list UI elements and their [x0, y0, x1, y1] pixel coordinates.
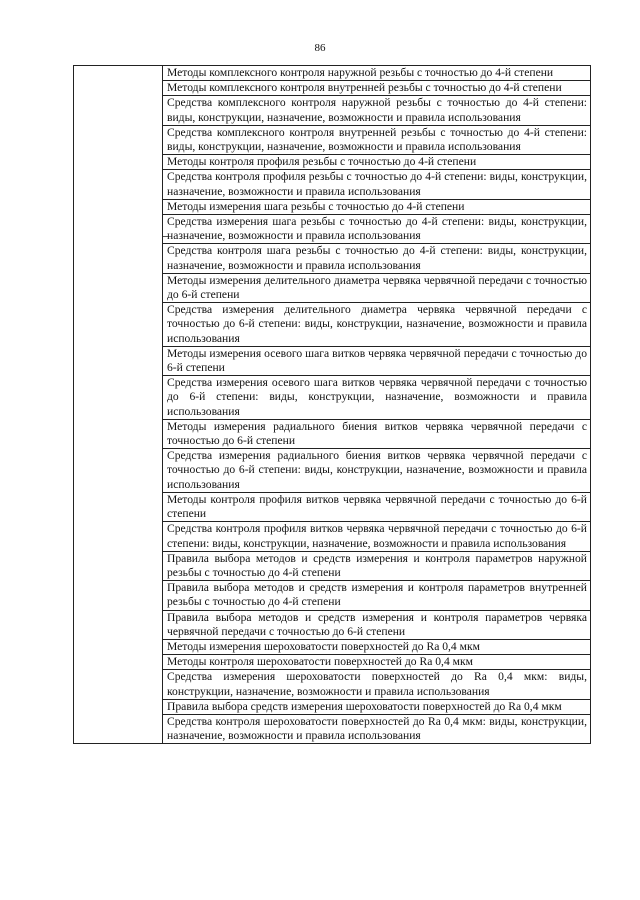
row-text-cell: Средства комплексного контроля внутренней резьбы с точностью до 4-й степени: виды, конструкции, назначение, возможности и правила использования	[163, 125, 591, 154]
row-text-cell: Средства измерения осевого шага витков червяка червячной передачи с точностью до 6-й степени: виды, конструкции, назначение, возможности и правила использования	[163, 376, 591, 420]
row-text-cell: Методы измерения радиального биения витков червяка червячной передачи с точностью до 6-й степени	[163, 419, 591, 448]
row-text-cell: Средства комплексного контроля наружной резьбы с точностью до 4-й степени: виды, конструкции, назначение, возможности и правила использования	[163, 96, 591, 125]
row-text-cell: Средства измерения шага резьбы с точностью до 4-й степени: виды, конструкции, назначение, возможности и правила использования	[163, 215, 591, 244]
row-text-cell: Методы комплексного контроля внутренней резьбы с точностью до 4-й степени	[163, 81, 591, 96]
row-text-cell: Правила выбора средств измерения шероховатости поверхностей до Ra 0,4 мкм	[163, 699, 591, 714]
row-text-cell: Средства измерения делительного диаметра червяка червячной передачи с точностью до 6-й степени: виды, конструкции, назначение, возможности и правила использования	[163, 303, 591, 347]
row-text-cell: Методы измерения осевого шага витков червяка червячной передачи с точностью до 6-й степени	[163, 346, 591, 375]
page-number: 86	[314, 42, 326, 54]
blank-column-cell	[74, 66, 163, 744]
row-text-cell: Средства контроля профиля резьбы с точностью до 4-й степени: виды, конструкции, назначение, возможности и правила использования	[163, 170, 591, 199]
row-text-cell: Средства измерения радиального биения витков червяка червячной передачи с точностью до 6-й степени: виды, конструкции, назначение, возможности и правила использования	[163, 449, 591, 493]
requirements-table	[73, 65, 591, 744]
row-text-cell: Правила выбора методов и средств измерения и контроля параметров внутренней резьбы с точностью до 4-й степени	[163, 581, 591, 610]
row-text-cell: Методы контроля профиля резьбы с точностью до 4-й степени	[163, 155, 591, 170]
row-text-cell: Методы комплексного контроля наружной резьбы с точностью до 4-й степени	[163, 66, 591, 81]
row-text-cell: Методы измерения делительного диаметра червяка червячной передачи с точностью до 6-й степени	[163, 273, 591, 302]
table-body	[74, 66, 591, 744]
row-text-cell: Средства контроля профиля витков червяка червячной передачи с точностью до 6-й степени: виды, конструкции, назначение, возможности и правила использования	[163, 522, 591, 551]
row-text-cell: Правила выбора методов и средств измерения и контроля параметров червяка червячной передачи с точностью до 6-й степени	[163, 610, 591, 639]
table-row	[74, 66, 591, 81]
row-text-cell: Методы измерения шага резьбы с точностью до 4-й степени	[163, 199, 591, 214]
row-text-cell: Средства измерения шероховатости поверхностей до Ra 0,4 мкм: виды, конструкции, назначение, возможности и правила использования	[163, 670, 591, 699]
row-text-cell: Методы измерения шероховатости поверхностей до Ra 0,4 мкм	[163, 639, 591, 654]
row-text-cell: Правила выбора методов и средств измерения и контроля параметров наружной резьбы с точностью до 4-й степени	[163, 551, 591, 580]
row-text-cell: Средства контроля шероховатости поверхностей до Ra 0,4 мкм: виды, конструкции, назначение, возможности и правила использования	[163, 714, 591, 743]
row-text-cell: Методы контроля профиля витков червяка червячной передачи с точностью до 6-й степени	[163, 492, 591, 521]
row-text-cell: Методы контроля шероховатости поверхностей до Ra 0,4 мкм	[163, 655, 591, 670]
row-text-cell: Средства контроля шага резьбы с точностью до 4-й степени: виды, конструкции, назначение, возможности и правила использования	[163, 244, 591, 273]
